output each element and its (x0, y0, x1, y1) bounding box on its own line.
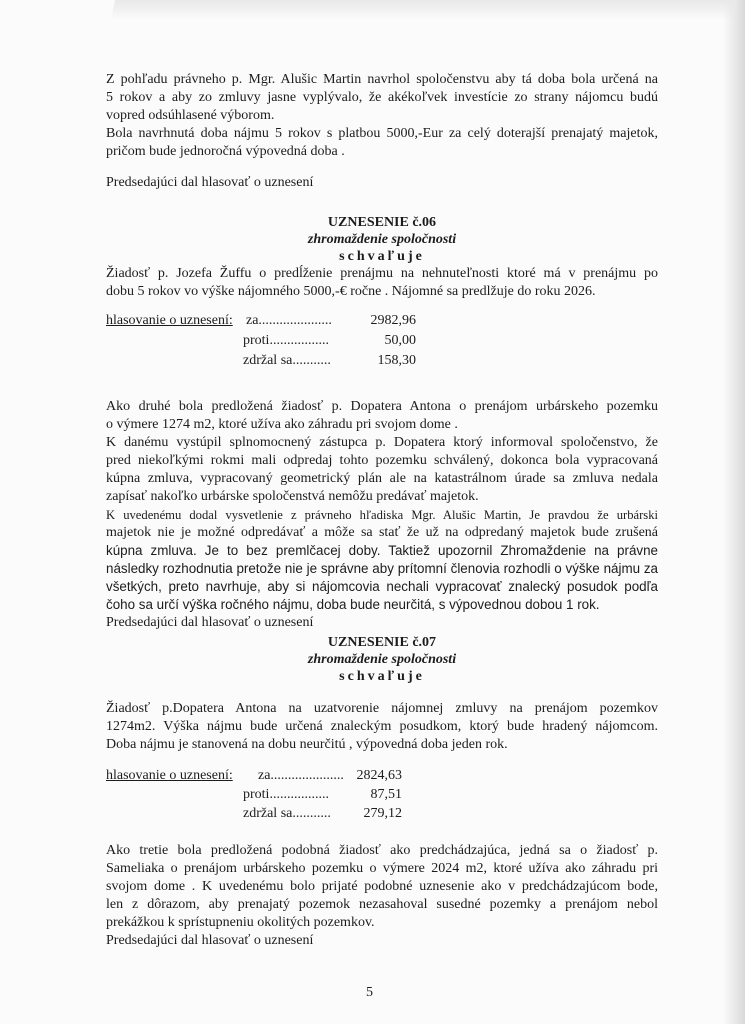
text-line: kúpna zmluva. Je to bez premlčacej doby. Taktiež upozornil Zhromaždenie na právne (106, 543, 658, 558)
text-line: následky rozhodnutia pretože nie je správne aby prítomní členovia rozhodli o výške nájmu za (106, 561, 658, 576)
text-line: pred niekoľkými rokmi mali odpredaj tohto pozemku schválený, dokonca bola vypracovaná (106, 453, 658, 468)
scan-shadow-top (111, 0, 745, 20)
text-line: Predsedajúci dal hlasovať o uznesení (106, 933, 314, 948)
vote-against-value: 87,51 (370, 787, 402, 802)
third-request-paragraph (106, 842, 658, 950)
vote-abstain-value: 279,12 (363, 806, 402, 821)
vote-for-label: za..................... (246, 313, 332, 328)
vote-for-value: 2982,96 (370, 313, 416, 328)
text-line: K danému vystúpil splnomocnený zástupca p. Dopatera ktorý informoval spoločenstvo, že (106, 435, 658, 450)
text-line: Žiadosť p. Jozefa Žuffu o predĺženie prenájmu na nehnuteľnosti ktoré má v prenájmu po (106, 266, 658, 281)
text-line: Z pohľadu právneho p. Mgr. Alušic Martin navrhol spoločenstvu aby tá doba bola určená na (106, 72, 658, 87)
text-line: kúpna zmluva, vypracovaný geometrický plán ale na katastrálnom úrade sa zmluva nedala (106, 471, 658, 486)
text-line: dobu 5 rokov vo výške nájomného 5000,-€ ročne . Nájomné sa predlžuje do roku 2026. (106, 284, 596, 299)
text-line: všetkých, preto navrhuje, aby si nájomcovia nechali vypracovať znalecký posudok podľa (106, 579, 658, 594)
text-line: Predsedajúci dal hlasovať o uznesení (106, 615, 314, 630)
vote-against-label: proti................. (243, 787, 329, 802)
vote-for-label: za..................... (258, 768, 344, 783)
resolution-body: zhromaždenie spoločnosti (307, 232, 457, 247)
vote-against-label: proti................. (243, 333, 329, 348)
resolution-title: UZNESENIE č.07 (327, 635, 437, 650)
text-line: Ako tretie bola predložená podobná žiadosť ako predchádzajúca, jedná sa o žiadosť p. (106, 843, 658, 858)
text-line: Predsedajúci dal hlasovať o uznesení (106, 175, 314, 190)
vote-abstain-label: zdržal sa........... (243, 806, 331, 821)
vote-abstain-label: zdržal sa........... (243, 353, 331, 368)
resolution-verb: schvaľuje (339, 669, 425, 684)
text-line: Sameliaka o prenájom urbárskeho pozemku o výmere 2024 m2, ktoré užíva ako záhradu pri (106, 861, 658, 876)
vote-abstain-value: 158,30 (377, 353, 416, 368)
voting-label: hlasovanie o uznesení: (106, 768, 233, 783)
second-request-paragraph (106, 398, 658, 632)
text-line: 5 rokov a aby zo zmluvy jasne vyplývalo, že akékoľvek investície zo strany nájomcu budú (106, 90, 658, 105)
vote-call-1 (106, 174, 658, 192)
vote-for-value: 2824,63 (356, 768, 402, 783)
vote-against-value: 50,00 (384, 333, 416, 348)
resolution-verb: schvaľuje (339, 249, 425, 264)
text-line: svojom dome . K uvedenému bolo prijaté podobné uznesenie ako v predchádzajúcom bode, (106, 879, 658, 894)
text-line: o výmere 1274 m2, ktoré užíva ako záhradu pri svojom dome . (106, 417, 458, 432)
resolution-07-text (106, 700, 658, 754)
text-line: Doba nájmu je stanovená na dobu neurčitú , výpovedná doba jeden rok. (106, 737, 508, 752)
text-line: Ako druhé bola predložená žiadosť p. Dopatera Antona o prenájom urbárskeho pozemku (106, 399, 658, 414)
text-line: Žiadosť p.Dopatera Antona na uzatvorenie nájomnej zmluvy na prenájom pozemkov (106, 701, 658, 716)
text-line: zapísať nakoľko urbárske spoločenstvá nemôžu predávať majetok. (106, 489, 479, 504)
text-line: prekážkou k sprístupneniu okolitých pozemkov. (106, 915, 375, 930)
intro-paragraph (106, 71, 658, 161)
voting-label: hlasovanie o uznesení: (106, 313, 233, 328)
text-line: Bola navrhnutá doba nájmu 5 rokov s platbou 5000,-Eur za celý doterajší prenajatý majetok, (106, 126, 658, 141)
resolution-06-heading (106, 214, 658, 265)
resolution-body: zhromaždenie spoločnosti (307, 652, 457, 667)
text-line: vopred odsúhlasené výborom. (106, 108, 275, 123)
resolution-title: UZNESENIE č.06 (327, 215, 437, 230)
text-line: pričom bude jednoročná výpovedná doba . (106, 144, 345, 159)
resolution-06-text (106, 265, 658, 301)
page-number: 5 (366, 985, 373, 1000)
text-line: len z dôrazom, aby prenajatý pozemok nezasahoval susedné pozemky a prenájom nebol (106, 897, 658, 912)
resolution-07-heading (106, 634, 658, 685)
scan-shadow-right (723, 0, 745, 1024)
text-line: 1274m2. Výška nájmu bude určená znaleckým posudkom, ktorý bude hradený nájomcom. (106, 719, 658, 734)
text-line: K uvedenému dodal vysvetlenie z právneho hľadiska Mgr. Alušic Martin, Je pravdou že urbárski (106, 508, 658, 522)
text-line: majetok nie je možné odpredávať a môže sa stať že už na odpredaný majetok bude zrušená (106, 525, 658, 540)
text-line: čoho sa určí výška ročného nájmu, doba bude neurčitá, s výpovednou dobou 1 rok. (106, 597, 600, 612)
